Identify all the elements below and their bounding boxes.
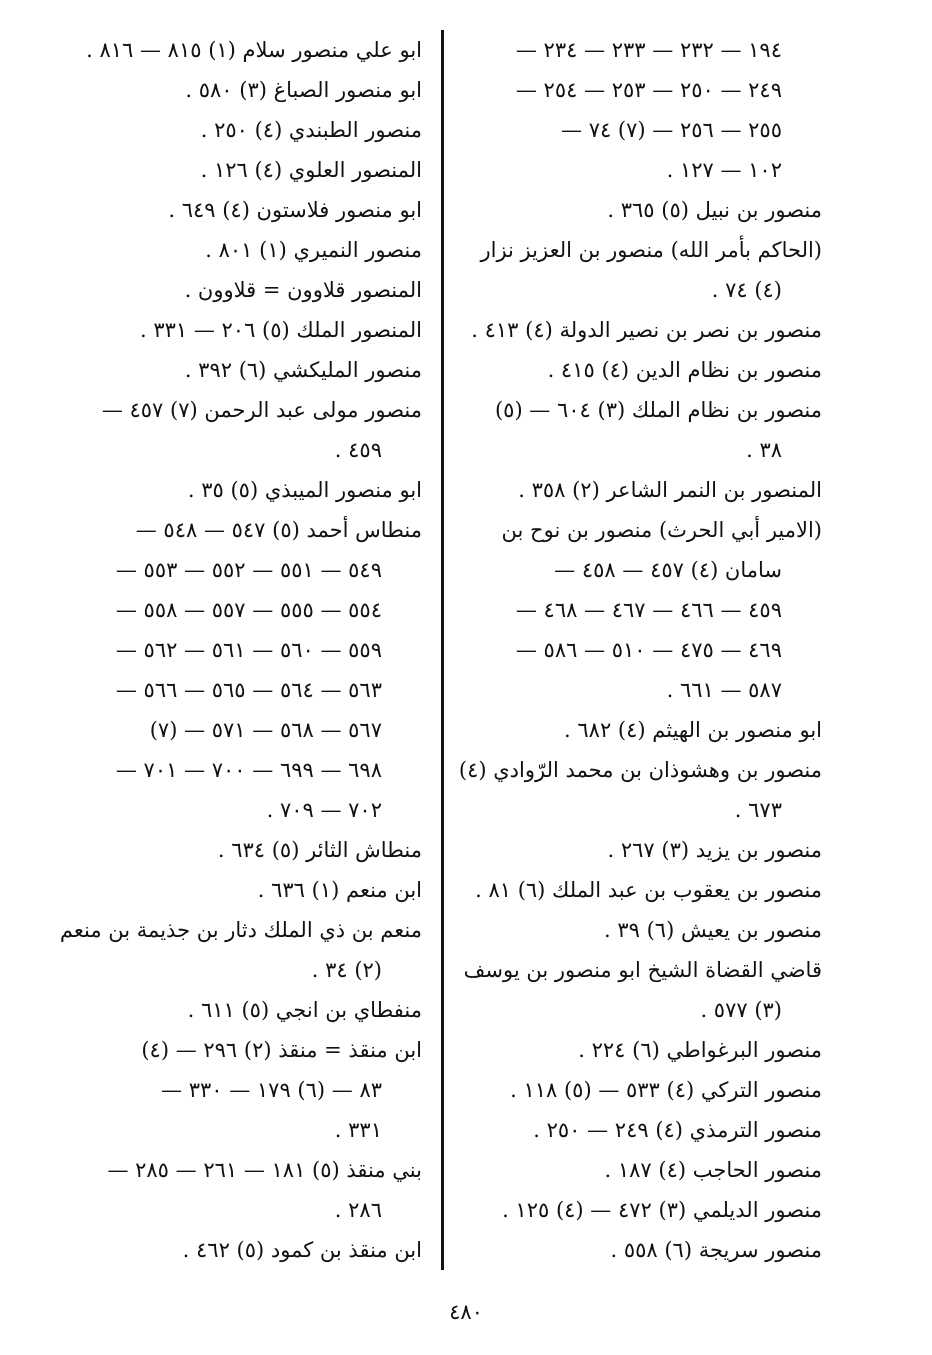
index-entry-line: منصور الطبندي (٤) ٢٥٠ . [200,118,422,142]
index-entry-line: منصور بن نظام الدين (٤) ٤١٥ . [547,358,822,382]
index-entry-line: ٤٦٩ — ٤٧٥ — ٥١٠ — ٥٨٦ — [515,638,782,662]
index-entry-line: قاضي القضاة الشيخ ابو منصور بن يوسف [463,958,822,982]
index-entry-line: ٤٥٩ — ٤٦٦ — ٤٦٧ — ٤٦٨ — [515,598,782,622]
index-entry-line: المنصور العلوي (٤) ١٢٦ . [200,158,422,182]
index-entry-line: منصور البرغواطي (٦) ٢٢٤ . [578,1038,822,1062]
index-entry-line: ٧٠٢ — ٧٠٩ . [266,798,382,822]
index-entry-line: منعم بن ذي الملك دثار بن جذيمة بن منعم [59,918,422,942]
index-entry-line: منصور مولى عبد الرحمن (٧) ٤٥٧ — [101,398,422,422]
index-entry-line: منصور بن يعيش (٦) ٣٩ . [604,918,822,942]
index-entry-line: المنصور الملك (٥) ٢٠٦ — ٣٣١ . [139,318,422,342]
index-entry-line: منصور سريجة (٦) ٥٥٨ . [610,1238,822,1262]
index-entry-line: منصور بن نبيل (٥) ٣٦٥ . [607,198,822,222]
right-column [458,30,822,1270]
index-entry-line: ٥٦٧ — ٥٦٨ — ٥٧١ — (٧) [149,718,382,742]
index-entry-line: منصور بن وهشوذان بن محمد الرّوادي (٤) [458,758,822,782]
index-entry-line: (٣) ٥٧٧ . [700,998,782,1022]
column-divider [441,30,444,1270]
index-entry-line: ٦٩٨ — ٦٩٩ — ٧٠٠ — ٧٠١ — [115,758,382,782]
index-entry-line: منصور التركي (٤) ٥٣٣ — (٥) ١١٨ . [510,1078,822,1102]
index-entry-line: منصور بن نصر بن نصير الدولة (٤) ٤١٣ . [471,318,822,342]
index-entry-line: ابو منصور الصباغ (٣) ٥٨٠ . [185,78,422,102]
index-entry-line: منفطاي بن انجي (٥) ٦١١ . [187,998,422,1022]
page-number: ٤٨٠ [449,1300,483,1324]
index-entry-line: (الامير أبي الحرث) منصور بن نوح بن [501,518,822,542]
index-entry-line: ٥٨٧ — ٦٦١ . [666,678,782,702]
index-entry-line: ٥٥٤ — ٥٥٥ — ٥٥٧ — ٥٥٨ — [115,598,382,622]
index-entry-line: ٤٥٩ . [334,438,382,462]
index-entry-line: ٣٨ . [746,438,782,462]
index-entry-line: المنصور قلاوون = قلاوون . [184,278,422,302]
index-entry-line: ٥٦٣ — ٥٦٤ — ٥٦٥ — ٥٦٦ — [115,678,382,702]
index-entry-line: المنصور بن النمر الشاعر (٢) ٣٥٨ . [518,478,822,502]
index-entry-line: ابن منقذ = منقذ (٢) ٢٩٦ — (٤) [141,1038,422,1062]
left-column [59,30,422,1270]
index-entry-line: (الحاكم بأمر الله) منصور بن العزيز نزار [480,238,822,262]
index-entry-line: ابو منصور بن الهيثم (٤) ٦٨٢ . [564,718,822,742]
index-entry-line: بني منقذ (٥) ١٨١ — ٢٦١ — ٢٨٥ — [107,1158,422,1182]
index-entry-line: ابو علي منصور سلام (١) ٨١٥ — ٨١٦ . [86,38,422,62]
index-entry-line: ابن منقذ بن كمود (٥) ٤٦٢ . [182,1238,422,1262]
index-entry-line: منطاش الثائر (٥) ٦٣٤ . [217,838,422,862]
index-entry-line: ١٠٢ — ١٢٧ . [666,158,782,182]
index-entry-line: منصور الترمذي (٤) ٢٤٩ — ٢٥٠ . [533,1118,822,1142]
index-entry-line: منصور المليكشي (٦) ٣٩٢ . [184,358,422,382]
index-entry-line: (٢) ٣٤ . [311,958,382,982]
index-entry-line: منصور بن نظام الملك (٣) ٦٠٤ — (٥) [494,398,822,422]
index-entry-line: ١٩٤ — ٢٣٢ — ٢٣٣ — ٢٣٤ — [515,38,782,62]
index-entry-line: ٥٥٩ — ٥٦٠ — ٥٦١ — ٥٦٢ — [115,638,382,662]
index-entry-line: ٥٤٩ — ٥٥١ — ٥٥٢ — ٥٥٣ — [115,558,382,582]
index-entry-line: ٦٧٣ . [734,798,782,822]
index-entry-line: ابو منصور فلاستون (٤) ٦٤٩ . [168,198,422,222]
index-entry-line: ٨٣ — (٦) ١٧٩ — ٣٣٠ — [161,1078,382,1102]
index-entry-line: منصور بن يزيد (٣) ٢٦٧ . [607,838,822,862]
index-entry-line: منصور بن يعقوب بن عبد الملك (٦) ٨١ . [475,878,822,902]
index-entry-line: ٣٣١ . [334,1118,382,1142]
index-entry-line: ٢٨٦ . [334,1198,382,1222]
index-entry-line: ابو منصور الميبذي (٥) ٣٥ . [187,478,422,502]
index-entry-line: سامان (٤) ٤٥٧ — ٤٥٨ — [554,558,782,582]
index-entry-line: ٢٥٥ — ٢٥٦ — (٧) ٧٤ — [561,118,782,142]
index-entry-line: منصور النميري (١) ٨٠١ . [205,238,422,262]
index-entry-line: منطاس أحمد (٥) ٥٤٧ — ٥٤٨ — [135,518,422,542]
index-entry-line: منصور الديلمي (٣) ٤٧٢ — (٤) ١٢٥ . [502,1198,822,1222]
index-entry-line: (٤) ٧٤ . [711,278,782,302]
index-entry-line: ٢٤٩ — ٢٥٠ — ٢٥٣ — ٢٥٤ — [515,78,782,102]
index-entry-line: ابن منعم (١) ٦٣٦ . [257,878,422,902]
index-entry-line: منصور الحاجب (٤) ١٨٧ . [604,1158,822,1182]
